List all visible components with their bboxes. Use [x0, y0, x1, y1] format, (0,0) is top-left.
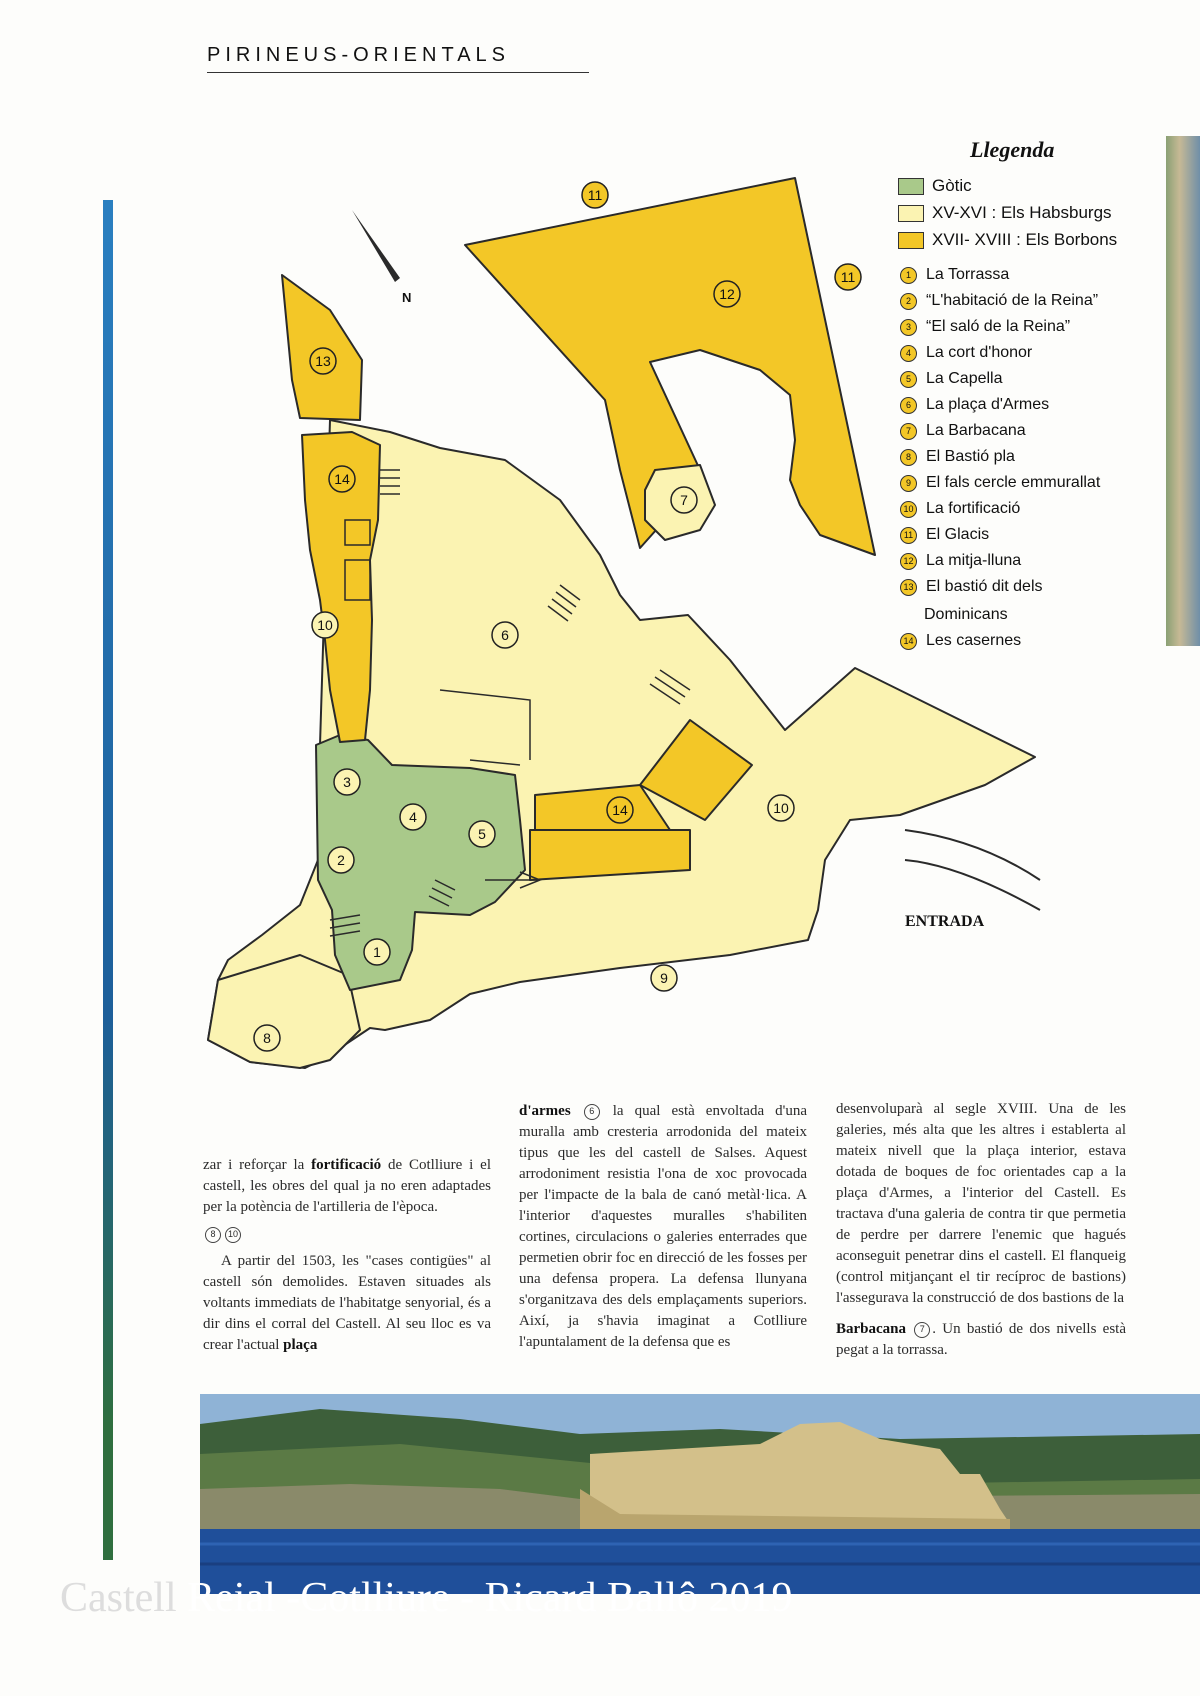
- legend-number: 6: [900, 397, 917, 414]
- legend-period-label: XV-XVI : Els Habsburgs: [932, 203, 1112, 222]
- legend-number: 2: [900, 293, 917, 310]
- marker-10b-label: 10: [773, 800, 789, 816]
- text-run: de Cotlliure i el castell, les obres del qual ja no eren adaptades per la potència de l'artilleria de l'època.: [203, 1157, 491, 1215]
- marker-10b: [768, 795, 794, 821]
- legend-title: Llegenda: [970, 137, 1055, 162]
- legend-item: [900, 370, 1003, 388]
- reference-marker: 7: [914, 1322, 930, 1338]
- legend-number: 13: [900, 579, 917, 596]
- caption-faded: Castell: [60, 1575, 188, 1621]
- reference-markers: [203, 1224, 491, 1245]
- left-photo-strip: [103, 200, 113, 1560]
- caption-bright: Reial -Cotlliure - Ricard Ballô 2019: [187, 1575, 793, 1621]
- marker-5-label: 5: [478, 826, 486, 842]
- legend-item: [900, 396, 1049, 414]
- legend-item: [900, 474, 1100, 492]
- marker-11b-label: 11: [840, 269, 856, 285]
- legend-item-13-continuation: Dominicans: [924, 606, 1008, 623]
- legend-item: [900, 344, 1032, 362]
- marker-1: [364, 939, 390, 965]
- legend-number: 5: [900, 371, 917, 388]
- marker-4: [400, 804, 426, 830]
- photo-caption: [60, 1574, 793, 1622]
- legend-number: 11: [900, 527, 917, 544]
- legend-number: 7: [900, 423, 917, 440]
- legend-item: [900, 500, 1020, 518]
- swatch-borbons: [898, 232, 924, 249]
- text-run: desenvoluparà al segle XVIII. Una de les galeries, més alta que les altres i establerta al mateix nivell que la plaça interior, estava dotada de boques de foc orientades cap a la plaça d'Armes, a l'interior del Castell. Es tractava d'una galeria de contra tir que permetia de perdre per darrere l'enemic que hagués aconseguit penetrar dins el castell. El flanqueig (control mitjançant el tir recíproc de bastions) l'assegurava la construcció de dos bastions de la: [836, 1101, 1126, 1306]
- legend-item: [900, 292, 1098, 310]
- legend-period-borbons: [898, 228, 1117, 252]
- legend-number: 3: [900, 319, 917, 336]
- legend-item-label: La fortificació: [926, 500, 1021, 517]
- north-arrow: [352, 210, 400, 282]
- bold-term: plaça: [283, 1337, 318, 1353]
- legend-item-label: La plaça d'Armes: [926, 396, 1050, 413]
- legend-item: [900, 448, 1015, 466]
- paragraph: [203, 1251, 491, 1356]
- legend-item: [900, 578, 1043, 596]
- marker-1-label: 1: [373, 944, 381, 960]
- marker-14b: [607, 797, 633, 823]
- text-column-2: [519, 1101, 807, 1353]
- legend-item: [900, 318, 1070, 336]
- marker-11b: [835, 264, 861, 290]
- marker-12: [714, 281, 740, 307]
- legend-period-label: XVII- XVIII : Els Borbons: [932, 230, 1118, 249]
- marker-7: [671, 487, 697, 513]
- legend-number: 8: [900, 449, 917, 466]
- legend-number: 9: [900, 475, 917, 492]
- legend-period-gotic: [898, 174, 972, 198]
- marker-14a: [329, 466, 355, 492]
- legend-item-label: La Capella: [926, 370, 1003, 387]
- page-header: PIRINEUS-ORIENTALS: [207, 44, 510, 66]
- marker-9: [651, 965, 677, 991]
- marker-5: [469, 821, 495, 847]
- legend-item-label: La mitja-lluna: [926, 552, 1022, 569]
- legend-item: [900, 632, 1021, 650]
- legend-item-label: La cort d'honor: [926, 344, 1033, 361]
- marker-11a: [582, 182, 608, 208]
- swatch-habsburgs: [898, 205, 924, 222]
- marker-10a: [312, 612, 338, 638]
- reference-marker: 10: [225, 1227, 241, 1243]
- marker-9-label: 9: [660, 970, 668, 986]
- panorama-photo: [200, 1394, 1200, 1594]
- marker-12-label: 12: [719, 286, 735, 302]
- legend-number: 10: [900, 501, 917, 518]
- marker-14a-label: 14: [334, 471, 350, 487]
- legend-number: 1: [900, 267, 917, 284]
- text-run: la qual està envoltada d'una muralla amb cresteria arrodonida del mateix tipus que les del castell de Salses. Aquest arrodoniment resistia l'ona de xoc provocada per l'impacte de la bala de canó metàl·lica. A l'interior d'aquestes muralles s'habiliten cortines, circulacions o galeries enterrades que permetien obrir foc en direcció de les fosses per una defensa propera. La defensa llunyana s'organitzava des dels emplaçaments superiors. Així, ja s'havia imaginat a Cotlliure l'apuntalament de la defensa que es: [519, 1103, 807, 1350]
- legend-item-label: El Bastió pla: [926, 448, 1015, 465]
- legend-item-label: El fals cercle emmurallat: [926, 474, 1101, 491]
- bold-term: fortificació: [311, 1157, 382, 1173]
- entrance-label: ENTRADA: [905, 913, 985, 930]
- legend-period-habsburgs: [898, 201, 1112, 225]
- paragraph: [203, 1155, 491, 1218]
- reference-marker: 6: [584, 1104, 600, 1120]
- marker-2-label: 2: [337, 852, 345, 868]
- north-label: N: [402, 290, 412, 305]
- text-column-1: [203, 1155, 491, 1356]
- legend-item-label: El bastió dit dels: [926, 578, 1043, 595]
- legend-item: [900, 526, 989, 544]
- marker-13-label: 13: [315, 353, 331, 369]
- marker-8: [254, 1025, 280, 1051]
- marker-13: [310, 348, 336, 374]
- legend-item: [900, 422, 1026, 440]
- reference-marker: 8: [205, 1227, 221, 1243]
- marker-14b-label: 14: [612, 802, 628, 818]
- legend-number: 4: [900, 345, 917, 362]
- text-run: A partir del 1503, les "cases contigües" al castell són demolides. Estaven situades als voltants immediats de l'habitatge senyorial, és a dir dins el corral del Castell. Al seu lloc es va crear l'actual: [203, 1253, 491, 1353]
- marker-4-label: 4: [409, 809, 417, 825]
- right-photo-strip: [1166, 136, 1200, 646]
- header-rule: [207, 72, 589, 73]
- marker-7-label: 7: [680, 492, 688, 508]
- legend-item-label: El Glacis: [926, 526, 990, 543]
- marker-6-label: 6: [501, 627, 509, 643]
- text-run: zar i reforçar la: [203, 1157, 312, 1173]
- paragraph: [519, 1101, 807, 1353]
- text-run: . Un bastió de dos nivells està pegat a la torrassa.: [836, 1321, 1126, 1358]
- marker-11a-label: 11: [587, 187, 603, 203]
- bold-term: d'armes: [519, 1103, 571, 1119]
- paragraph: [836, 1319, 1126, 1361]
- legend-item: [900, 266, 1009, 284]
- bold-term: Barbacana: [836, 1321, 907, 1337]
- legend-item-label: La Torrassa: [926, 266, 1010, 283]
- marker-3-label: 3: [343, 774, 351, 790]
- casernes-14c: [530, 830, 690, 880]
- legend-number: 12: [900, 553, 917, 570]
- text-column-3: [836, 1099, 1126, 1361]
- legend-item-label: “El saló de la Reina”: [926, 318, 1071, 335]
- paragraph: [836, 1099, 1126, 1309]
- legend-item: [900, 552, 1021, 570]
- marker-10a-label: 10: [317, 617, 333, 633]
- marker-6: [492, 622, 518, 648]
- legend-item-label: La Barbacana: [926, 422, 1026, 439]
- legend-item-label: “L'habitació de la Reina”: [926, 292, 1099, 309]
- marker-3: [334, 769, 360, 795]
- legend-item-label: Les casernes: [926, 632, 1022, 649]
- swatch-gotic: [898, 178, 924, 195]
- marker-2: [328, 847, 354, 873]
- marker-8-label: 8: [263, 1030, 271, 1046]
- legend-period-label: Gòtic: [932, 176, 972, 195]
- legend-number: 14: [900, 633, 917, 650]
